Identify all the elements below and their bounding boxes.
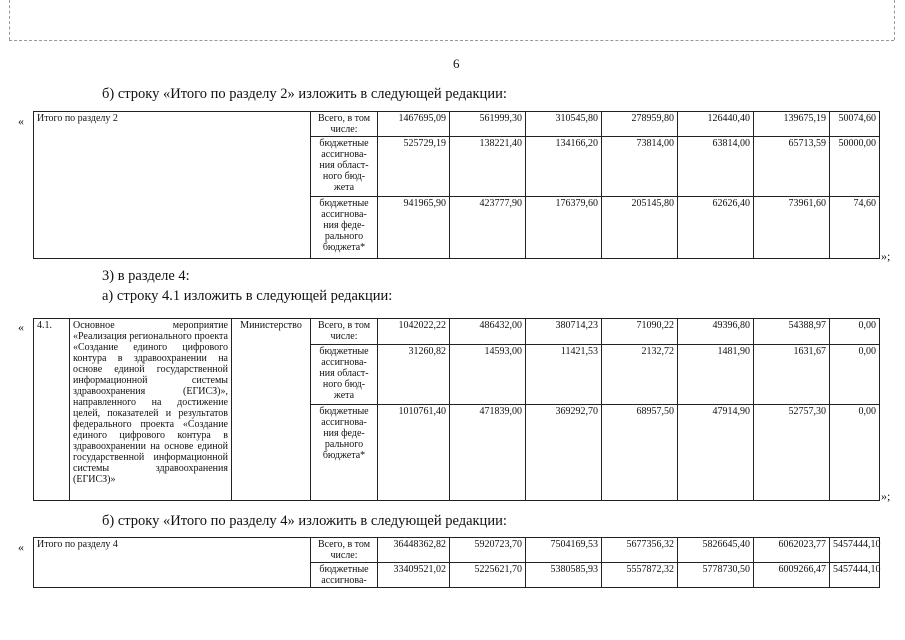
value-cell: 5778730,50 (678, 563, 754, 588)
value-cell: 369292,70 (526, 405, 602, 501)
value-cell: 6009266,47 (754, 563, 830, 588)
value-cell: 5457444,10 (830, 563, 880, 588)
value-cell: 33409521,02 (378, 563, 450, 588)
row-title-cell (34, 538, 311, 588)
row-label: бюджетные ассигнова-ния феде-рального бюджета* (311, 405, 378, 501)
heading-itogo-2: б) строку «Итого по разделу 2» изложить в следующей редакции: (102, 86, 507, 102)
value-cell: 49396,80 (678, 319, 754, 345)
value-cell: 1631,67 (754, 345, 830, 405)
row-label: бюджетные ассигнова-ния област-ного бюд-жета (311, 345, 378, 405)
value-cell: 138221,40 (450, 137, 526, 197)
value-cell: 471839,00 (450, 405, 526, 501)
value-cell: 561999,30 (450, 112, 526, 137)
row-label: Всего, в том числе: (311, 112, 378, 137)
row-label: бюджетные ассигнова- (311, 563, 378, 588)
value-cell: 47914,90 (678, 405, 754, 501)
row-title-cell (34, 112, 311, 259)
quote-open-2: « (18, 320, 24, 334)
row-label: бюджетные ассигнова-ния област-ного бюд-жета (311, 137, 378, 197)
page-number: 6 (453, 56, 460, 71)
value-cell: 68957,50 (602, 405, 678, 501)
heading-razdel-4: 3) в разделе 4: (102, 268, 190, 284)
value-cell: 71090,22 (602, 319, 678, 345)
value-cell: 205145,80 (602, 197, 678, 259)
value-cell: 5380585,93 (526, 563, 602, 588)
quote-close-2: »; (881, 489, 891, 503)
row-label: бюджетные ассигнова-ния феде-рального бюджета* (311, 197, 378, 259)
value-cell: 525729,19 (378, 137, 450, 197)
value-cell: 73961,60 (754, 197, 830, 259)
value-cell: 423777,90 (450, 197, 526, 259)
value-cell: 11421,53 (526, 345, 602, 405)
value-cell: 5225621,70 (450, 563, 526, 588)
value-cell: 310545,80 (526, 112, 602, 137)
value-cell: 5920723,70 (450, 538, 526, 563)
scan-border-right (894, 0, 896, 40)
value-cell: 7504169,53 (526, 538, 602, 563)
value-cell: 134166,20 (526, 137, 602, 197)
value-cell: 278959,80 (602, 112, 678, 137)
value-cell: 73814,00 (602, 137, 678, 197)
value-cell: 139675,19 (754, 112, 830, 137)
value-cell: 1467695,09 (378, 112, 450, 137)
value-cell: 6062023,77 (754, 538, 830, 563)
quote-close-1: »; (881, 249, 891, 263)
heading-itogo-4: б) строку «Итого по разделу 4» изложить в следующей редакции: (102, 513, 507, 529)
table-row-4-1 (33, 318, 880, 501)
value-cell: 5557872,32 (602, 563, 678, 588)
value-cell: 126440,40 (678, 112, 754, 137)
quote-open-3: « (18, 540, 24, 554)
value-cell: 63814,00 (678, 137, 754, 197)
row-title: Итого по разделу 4 (37, 539, 118, 550)
value-cell: 176379,60 (526, 197, 602, 259)
value-cell: 5457444,10 (830, 538, 880, 563)
value-cell: 65713,59 (754, 137, 830, 197)
value-cell: 5826645,40 (678, 538, 754, 563)
value-cell: 14593,00 (450, 345, 526, 405)
scan-border-top (9, 40, 894, 42)
value-cell: 31260,82 (378, 345, 450, 405)
heading-row-4-1: а) строку 4.1 изложить в следующей редакции: (102, 288, 393, 304)
value-cell: 0,00 (830, 405, 880, 501)
row-title: Итого по разделу 2 (37, 113, 118, 124)
value-cell: 941965,90 (378, 197, 450, 259)
row-label: Всего, в том числе: (311, 538, 378, 563)
value-cell: 62626,40 (678, 197, 754, 259)
value-cell: 0,00 (830, 319, 880, 345)
row-executor: Министерство (232, 319, 311, 501)
value-cell: 54388,97 (754, 319, 830, 345)
value-cell: 0,00 (830, 345, 880, 405)
scan-border-left (9, 0, 11, 40)
table-itogo-razdel-4 (33, 537, 880, 588)
value-cell: 5677356,32 (602, 538, 678, 563)
value-cell: 2132,72 (602, 345, 678, 405)
row-label: Всего, в том числе: (311, 319, 378, 345)
value-cell: 486432,00 (450, 319, 526, 345)
value-cell: 52757,30 (754, 405, 830, 501)
row-number: 4.1. (34, 319, 70, 501)
value-cell: 74,60 (830, 197, 880, 259)
value-cell: 50074,60 (830, 112, 880, 137)
value-cell: 1481,90 (678, 345, 754, 405)
value-cell: 1042022,22 (378, 319, 450, 345)
row-description: Основное мероприятие «Реализация регионального проекта «Создание единого цифрового контура в здравоохранении на основе единой государственной информационной системы здравоохранения (ЕГИСЗ)», направленного на достижение целей, показателей и результатов федерального проекта «Создание единого цифрового контура в здравоохранении на основе единой государственной информационной системы здравоохранения (ЕГИСЗ)» (70, 319, 232, 501)
value-cell: 50000,00 (830, 137, 880, 197)
table-itogo-razdel-2 (33, 111, 880, 259)
value-cell: 36448362,82 (378, 538, 450, 563)
value-cell: 380714,23 (526, 319, 602, 345)
value-cell: 1010761,40 (378, 405, 450, 501)
quote-open-1: « (18, 114, 24, 128)
